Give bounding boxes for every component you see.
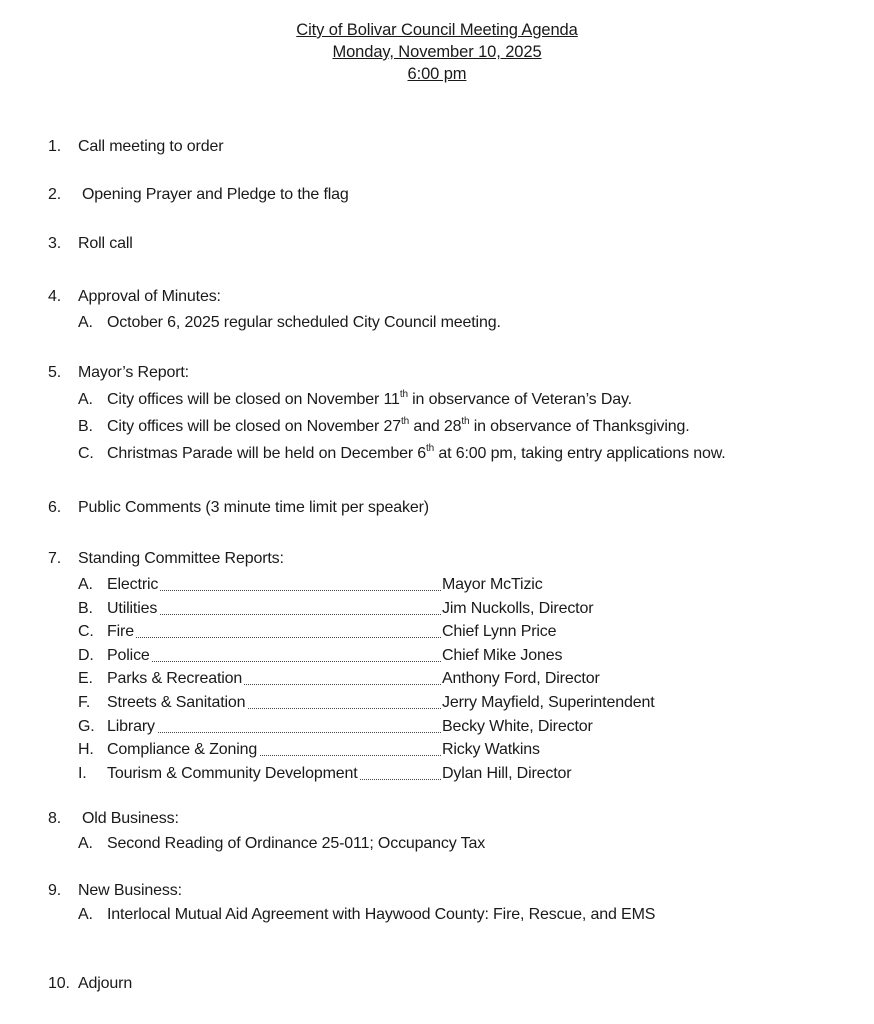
dot-leader-line — [107, 661, 441, 662]
committee-name: Police — [107, 646, 150, 664]
committee-letter: D. — [78, 646, 94, 664]
item-number: 4. — [48, 288, 62, 305]
item-title: Call meeting to order — [78, 138, 224, 155]
item-title: Public Comments (3 minute time limit per speaker) — [78, 499, 429, 516]
text-part: in observance of Veteran’s Day. — [407, 391, 632, 408]
sub-item-letter: C. — [78, 445, 94, 462]
text-part: and 28 — [409, 418, 462, 435]
text-part: City offices will be closed on November 11 — [107, 391, 400, 408]
dot-leader — [107, 693, 441, 713]
committee-person: Mayor McTizic — [442, 576, 543, 593]
sub-item-text — [107, 390, 632, 410]
item-title: Standing Committee Reports: — [78, 550, 284, 567]
committee-letter: G. — [78, 717, 95, 735]
text-part: in observance of Thanksgiving. — [469, 418, 690, 435]
item-number: 9. — [48, 882, 62, 899]
committee-person: Jim Nuckolls, Director — [442, 599, 594, 617]
committee-letter: E. — [78, 670, 93, 688]
dot-leader-line — [107, 637, 441, 638]
meeting-date: Monday, November 10, 2025 — [332, 43, 542, 61]
committee-name: Compliance & Zoning — [107, 741, 258, 759]
item-title: Approval of Minutes: — [78, 288, 221, 305]
committee-person: Chief Mike Jones — [442, 646, 563, 664]
committee-name: Fire — [107, 623, 134, 641]
item-number: 10. — [48, 975, 70, 992]
committee-person: Dylan Hill, Director — [442, 764, 572, 782]
item-number: 5. — [48, 364, 62, 381]
text-part: Christmas Parade will be held on December 6 — [107, 445, 427, 462]
dot-leader — [107, 740, 441, 760]
item-number: 7. — [48, 550, 62, 567]
sub-item-text: October 6, 2025 regular scheduled City Council meeting. — [107, 314, 501, 331]
committee-letter: F. — [78, 694, 91, 711]
meeting-time: 6:00 pm — [407, 65, 467, 83]
dot-leader — [107, 669, 441, 689]
sub-item-letter: B. — [78, 418, 93, 435]
sub-item-letter: A. — [78, 835, 93, 852]
dot-leader — [107, 764, 441, 784]
text-part: at 6:00 pm, taking entry applications now. — [434, 445, 726, 462]
committee-name: Library — [107, 717, 155, 735]
dot-leader — [107, 622, 441, 642]
dot-leader-line — [107, 732, 441, 733]
committee-letter: A. — [78, 576, 93, 593]
committee-name: Electric — [107, 576, 159, 593]
committee-name: Tourism & Community Development — [107, 764, 358, 782]
committee-name: Utilities — [107, 599, 158, 617]
dot-leader — [107, 575, 441, 595]
committee-letter: C. — [78, 623, 94, 641]
committee-letter: H. — [78, 741, 94, 759]
committee-letter: B. — [78, 599, 93, 617]
item-number: 8. — [48, 810, 62, 827]
item-title: Roll call — [78, 235, 133, 252]
committee-person: Becky White, Director — [442, 717, 593, 735]
item-number: 3. — [48, 235, 62, 252]
sub-item-text — [107, 417, 690, 437]
ordinal-suffix: th — [399, 388, 408, 400]
committee-name: Streets & Sanitation — [107, 694, 246, 711]
committee-person: Chief Lynn Price — [442, 623, 557, 641]
dot-leader — [107, 717, 441, 737]
sub-item-letter: A. — [78, 906, 93, 923]
item-title: New Business: — [78, 882, 182, 899]
item-title: Mayor’s Report: — [78, 364, 189, 381]
ordinal-suffix: th — [401, 415, 410, 427]
sub-item-letter: A. — [78, 391, 93, 408]
item-title: Opening Prayer and Pledge to the flag — [82, 186, 349, 203]
agenda-title: City of Bolivar Council Meeting Agenda — [296, 21, 578, 39]
committee-letter: I. — [78, 764, 87, 782]
sub-item-text: Interlocal Mutual Aid Agreement with Haywood County: Fire, Rescue, and EMS — [107, 906, 656, 923]
dot-leader — [107, 646, 441, 666]
sub-item-text — [107, 444, 726, 464]
agenda-header — [0, 19, 874, 85]
item-number: 6. — [48, 499, 62, 516]
text-part: City offices will be closed on November 27 — [107, 418, 401, 435]
sub-item-letter: A. — [78, 314, 93, 331]
committee-person: Jerry Mayfield, Superintendent — [442, 694, 655, 711]
dot-leader — [107, 599, 441, 619]
committee-person: Anthony Ford, Director — [442, 670, 600, 688]
ordinal-suffix: th — [426, 442, 435, 454]
item-number: 1. — [48, 138, 62, 155]
item-number: 2. — [48, 186, 62, 203]
item-title: Adjourn — [78, 975, 133, 992]
committee-person: Ricky Watkins — [442, 741, 540, 759]
item-title: Old Business: — [82, 810, 179, 827]
committee-name: Parks & Recreation — [107, 670, 243, 688]
sub-item-text: Second Reading of Ordinance 25-011; Occupancy Tax — [107, 835, 486, 852]
ordinal-suffix: th — [461, 415, 470, 427]
